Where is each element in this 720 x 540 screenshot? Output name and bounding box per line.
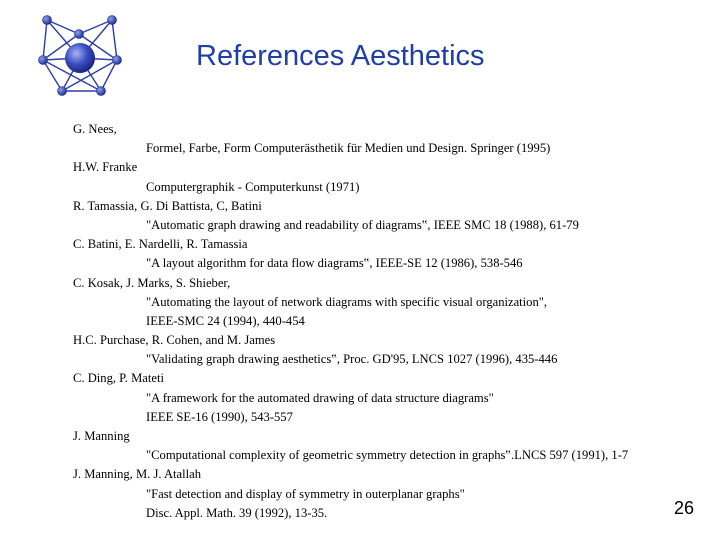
reference-author-line: C. Kosak, J. Marks, S. Shieber, xyxy=(73,275,231,290)
reference-author-line: H.C. Purchase, R. Cohen, and M. James xyxy=(73,333,276,348)
reference-detail-line: "Automatic graph drawing and readability of diagrams‟, IEEE SMC 18 (1988), 61-79 xyxy=(146,217,579,232)
reference-author-line: J. Manning xyxy=(73,429,130,443)
reference-detail-line: Formel, Farbe, Form Computerästhetik für Medien und Design. Springer (1995) xyxy=(146,141,551,156)
reference-detail-line: "Validating graph drawing aesthetics‟, Proc. GD'95, LNCS 1027 (1996), 435-446 xyxy=(146,352,558,367)
reference-author-line: C. Batini, E. Nardelli, R. Tamassia xyxy=(73,237,248,252)
reference-detail-line: "A framework for the automated drawing of data structure diagrams" xyxy=(146,390,494,405)
graph-network-logo-icon xyxy=(28,12,132,102)
reference-detail-line: "A layout algorithm for data flow diagrams‟, IEEE-SE 12 (1986), 538-546 xyxy=(146,256,523,271)
reference-detail-line: IEEE-SMC 24 (1994), 440-454 xyxy=(146,313,305,328)
reference-author-line: R. Tamassia, G. Di Battista, C, Batini xyxy=(73,198,262,213)
reference-author-line: J. Manning, M. J. Atallah xyxy=(73,467,202,482)
reference-author-line: C. Ding, P. Mateti xyxy=(73,371,164,386)
reference-author-line: H.W. Franke xyxy=(73,160,138,175)
reference-detail-line: Computergraphik - Computerkunst (1971) xyxy=(146,179,360,194)
reference-detail-line: "Fast detection and display of symmetry in outerplanar graphs" xyxy=(146,486,465,501)
reference-detail-line: "Computational complexity of geometric symmetry detection in graphs‟.LNCS 597 (1991), 1-7 xyxy=(146,448,629,463)
reference-list xyxy=(73,120,713,523)
slide-title: References Aesthetics xyxy=(196,40,485,72)
reference-detail-line: Disc. Appl. Math. 39 (1992), 13-35. xyxy=(146,505,328,520)
reference-detail-line: "Automating the layout of network diagrams with specific visual organization", xyxy=(146,294,548,309)
page-number: 26 xyxy=(673,498,694,518)
reference-detail-line: IEEE SE-16 (1990), 543-557 xyxy=(146,409,293,424)
reference-author-line: G. Nees, xyxy=(73,122,117,136)
